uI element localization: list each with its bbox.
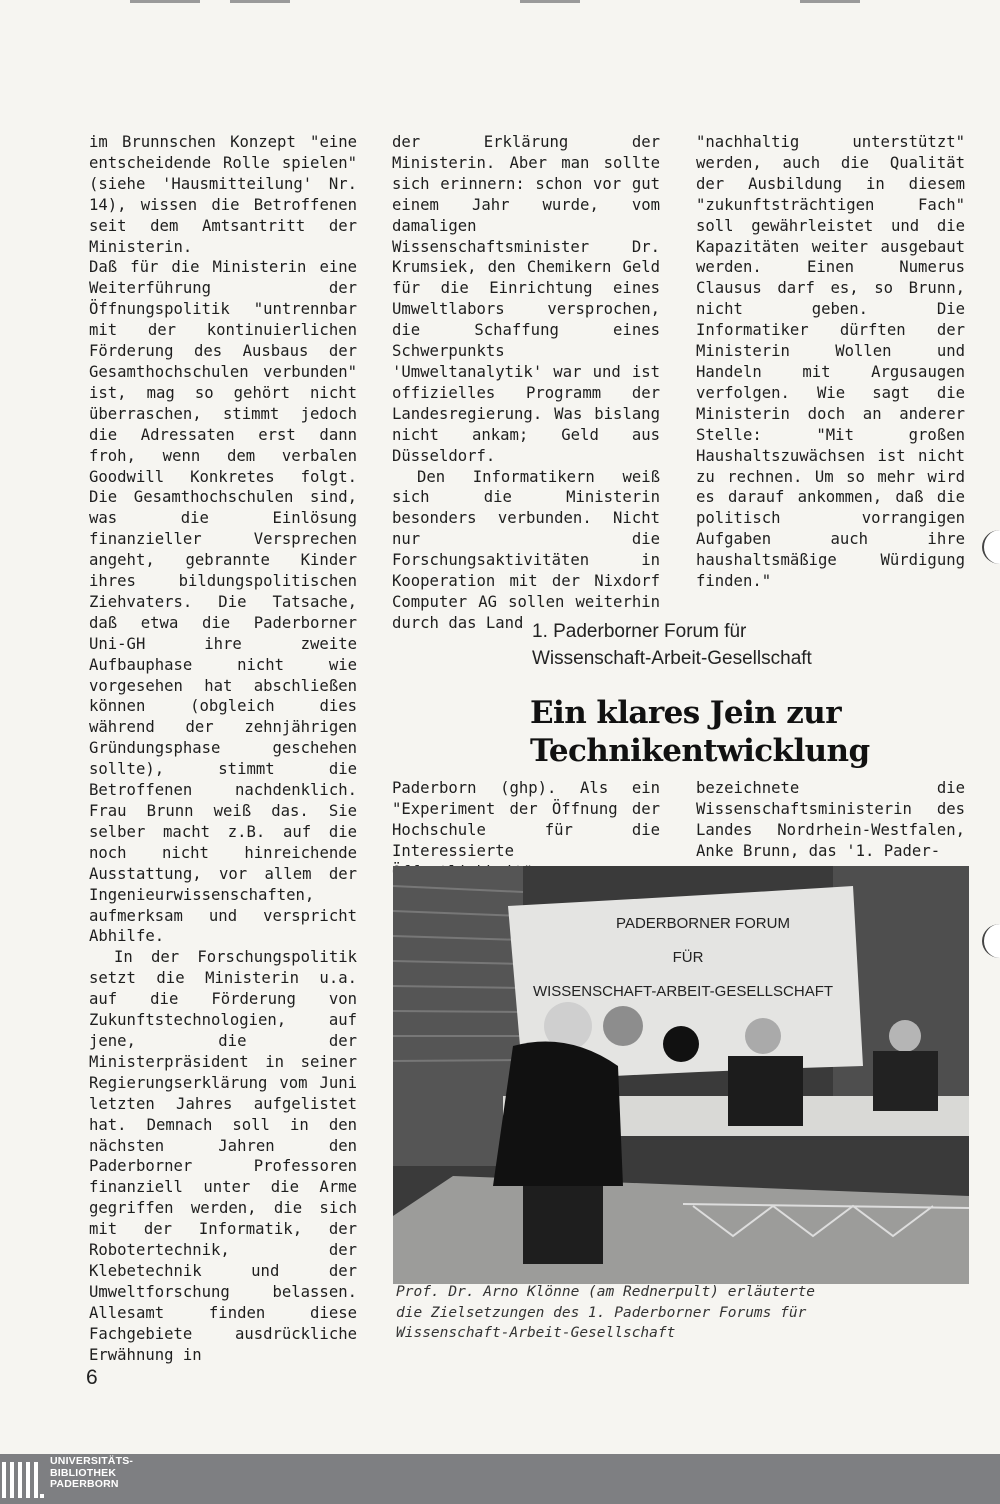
paragraph: In der Forschungspolitik setzt die Ministerin u.a. auf die Förderung von Zukunftstechnologien, auf jene, die der Ministerpräsident in seiner Regierungserklärung vom Juni letzten Jahres aufgelistet hat. Demnach soll in den nächsten Jahren den Paderborner Professoren finanziell unter die Arme gegriffen werden, die sich mit der Informatik, der Robotertechnik, der Klebetechnik und der Umweltforschung belassen. Allesamt finden diese Fachgebiete ausdrückliche Erwähnung in: [89, 948, 357, 1364]
banner-line-3: WISSENSCHAFT-ARBEIT-GESELLSCHAFT: [532, 983, 834, 1000]
article-column-1: [89, 132, 357, 1365]
caption-line: die Zielsetzungen des 1. Paderborner Forums für: [396, 1304, 807, 1321]
paragraph: Den Informatikern weiß sich die Ministerin besonders verbunden. Nicht nur die Forschungsaktivitäten in Kooperation mit der Nixdorf Computer AG sollen weiterhin durch das Land: [392, 467, 660, 632]
article-lead-column-b: bezeichnete die Wissenschaftsministerin des Landes Nordrhein-Westfalen, Anke Brunn, das '1. Pader-: [696, 779, 965, 860]
caption-line: Prof. Dr. Arno Klönne (am Rednerpult) erläuterte: [396, 1284, 816, 1300]
caption-line: Wissenschaft-Arbeit-Gesellschaft: [396, 1325, 676, 1341]
article-column-2: [392, 132, 660, 634]
page-number: 6: [86, 1366, 98, 1389]
kicker-line: 1. Paderborner Forum für: [532, 621, 747, 642]
library-name-line: UNIVERSITÄTS-: [50, 1455, 134, 1467]
headline-line: Ein klares Jein zur: [530, 695, 841, 731]
library-name-line: BIBLIOTHEK: [50, 1466, 117, 1479]
photo-caption: [396, 1282, 956, 1344]
paragraph: im Brunnschen Konzept "eine entscheidende Rolle spielen" (siehe 'Hausmitteilung' Nr. 14), wissen die Betroffenen seit dem Amtsantritt der Ministerin.: [89, 133, 357, 256]
kicker-line: Wissenschaft-Arbeit-Gesellschaft: [532, 648, 812, 669]
binder-hole-top: [982, 530, 1000, 564]
library-logo-bars: [2, 1458, 46, 1504]
library-name-line: PADERBORN: [50, 1478, 119, 1490]
banner-line-1: PADERBORNER FORUM: [616, 915, 790, 932]
banner-line-2: FÜR: [672, 949, 704, 966]
library-name: [50, 1456, 133, 1491]
article-column-3: [696, 132, 965, 592]
forum-photo: [393, 866, 969, 1284]
paragraph: "nachhaltig unterstützt" werden, auch die Qualität der Ausbildung in diesem "zukunftsträchtigen Fach" soll gewährleistet und die Kapazitäten weiter ausgebaut werden. Einen Numerus Clausus darf es, so Brunn, nicht geben. Die Informatiker dürften der Ministerin Wollen und Handeln mit Argusaugen verfolgen. Wie sagt die Ministerin doch an anderer Stelle: "Mit großen Haushaltszuwächsen ist nicht zu rechnen. Um so mehr wird es darauf ankommen, daß die politisch vorrangigen Aufgaben auch ihre haushaltsmäßige Würdigung finden.": [696, 133, 965, 591]
paragraph: Daß für die Ministerin eine Weiterführung der Öffnungspolitik "untrennbar mit der kontinuierlichen Förderung des Ausbaus der Gesamthochschulen verbunden" ist, mag so gehört nicht überraschen, stimmt jedoch die Adressaten erst dann froh, wenn dem verbalen Goodwill Konkretes folgt. Die Gesamthochschulen sind, was die Einlösung finanzieller Versprechen angeht, gebrannte Kinder ihres bildungspolitischen Ziehvaters. Die Tatsache, daß etwa die Paderborner Uni-GH ihre zweite Aufbauphase nicht wie vorgesehen hat abschließen können (obgleich dies während der zehnjährigen Gründungsphase geschehen sollte), stimmt die Betroffenen nachdenklich. Frau Brunn weiß das. Sie selber macht z.B. auf die noch nicht hinreichende Ausstattung, vor allem der Ingenieurwissenschaften, aufmerksam und verspricht Abhilfe.: [89, 258, 357, 946]
article-lead-column-a: Paderborn (ghp). Als ein "Experiment der Öffnung der Hochschule für die Interessierte: [392, 779, 660, 860]
article-headline: [530, 694, 970, 770]
headline-line: Technikentwicklung: [530, 733, 870, 769]
article-kicker: [532, 618, 812, 672]
paragraph: der Erklärung der Ministerin. Aber man sollte sich erinnern: schon vor gut einem Jahr wurde, vom damaligen Wissenschaftsminister Dr. Krumsiek, den Chemikern Geld für die Einrichtung eines Umweltlabors versprochen, die Schaffung eines Schwerpunkts 'Umweltanalytik' war und ist offizielles Programm der Landesregierung. Was bislang nicht ankam; Geld aus Düsseldorf.: [392, 133, 660, 465]
library-footer: [0, 1454, 1000, 1504]
scan-top-marks: [0, 0, 1000, 6]
binder-hole-bottom: [982, 924, 1000, 958]
